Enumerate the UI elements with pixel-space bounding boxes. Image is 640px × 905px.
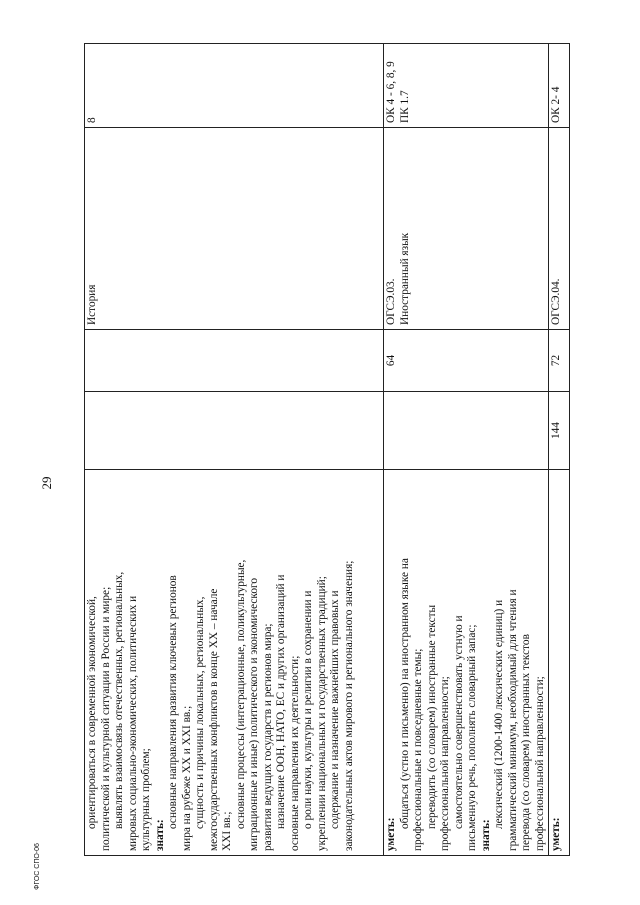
content-line: письменную речь, пополнять словарный запас; [466, 624, 478, 851]
content-line: укреплении национальных и государственных традиций; [315, 576, 328, 851]
content-line: мира на рубеже XX и XXI вв.; [180, 705, 193, 851]
content-cell [384, 470, 549, 856]
page-number: 29 [39, 476, 54, 490]
content-line: законодательных актов мирового и регионального значения; [342, 560, 355, 851]
content-line: общаться (устно и письменно) на иностранном языке на [398, 558, 411, 829]
competency-code-cell: ОК 4 - 6, 8, 9 ПК 1.7 [384, 44, 549, 128]
mandatory-hours-cell [85, 330, 384, 392]
discipline-cell [384, 128, 549, 330]
content-line: о роли науки, культуры и религии в сохранении и [302, 590, 314, 829]
footer-text: ФГОС СПО-06 [33, 842, 41, 890]
table-row-history [85, 44, 384, 856]
competency-code-cell: ОК 2- 4 [549, 44, 570, 128]
content-cell [549, 470, 570, 856]
table-row-ogse-04 [549, 44, 570, 856]
content-line: мировых социально-экономических, политических и [126, 595, 139, 851]
content-line: основные направления развития ключевых регионов [167, 575, 179, 829]
max-load-cell [85, 392, 384, 470]
content-heading-can: уметь: [550, 817, 562, 851]
content-heading-know: знать: [479, 819, 492, 851]
competency-code-cell: 8 [85, 44, 384, 128]
content-line: переводить (со словарем) иностранные тексты [425, 604, 438, 829]
content-heading-know: знать: [153, 819, 166, 851]
max-load-cell: 144 [549, 392, 570, 470]
content-line: профессиональные и повседневные темы; [412, 648, 424, 851]
content-line: основные процессы (интеграционные, поликультурные, [234, 559, 247, 829]
content-cell [85, 470, 384, 856]
content-line: XXI вв.; [221, 811, 233, 851]
content-line: содержание и назначение важнейших правовых и [329, 590, 341, 829]
content-line: назначение ООН, НАТО, ЕС и других организаций и [275, 574, 287, 829]
content-line: развития ведущих государств и регионов мира; [261, 623, 274, 851]
discipline-cell [85, 128, 384, 330]
content-line: лексический (1200-1400 лексических единиц) и [493, 599, 505, 829]
max-load-cell [384, 392, 549, 470]
discipline-code: ОГСЭ.03. [385, 278, 397, 325]
content-line: политической и культурной ситуации в России и мире; [99, 586, 112, 851]
competency-table [84, 43, 570, 856]
content-line: выявлять взаимосвязь отечественных, региональных, [113, 571, 125, 829]
content-line: ориентироваться в современной экономической, [86, 596, 98, 829]
content-line: профессиональной направленности; [533, 676, 546, 851]
content-line: профессиональной направленности; [439, 676, 451, 851]
content-heading-can: уметь: [385, 817, 397, 851]
discipline-cell [549, 128, 570, 330]
discipline-code: ОГСЭ.04. [550, 278, 562, 325]
discipline-name: История [86, 284, 98, 325]
standard-table-container [84, 44, 606, 856]
content-line: межгосударственных конфликтов в конце XX – начале [207, 588, 220, 851]
content-line: самостоятельно совершенствовать устную и [452, 615, 465, 829]
mandatory-hours-cell: 64 [384, 330, 549, 392]
mandatory-hours-cell: 72 [549, 330, 570, 392]
content-line: сущность и причины локальных, региональных, [194, 596, 206, 829]
content-line: культурных проблем; [140, 748, 152, 851]
discipline-name: Иностранный язык [398, 232, 411, 325]
table-row-foreign-language [384, 44, 549, 856]
content-line: основные направления их деятельности; [288, 655, 301, 851]
content-line: перевода (со словарем) иностранных текстов [520, 634, 532, 851]
rotated-table [84, 44, 606, 856]
content-line: грамматический минимум, необходимый для чтения и [506, 589, 519, 851]
footer-mark [30, 836, 44, 896]
content-line: миграционные и иные) политического и экономического [248, 578, 260, 851]
